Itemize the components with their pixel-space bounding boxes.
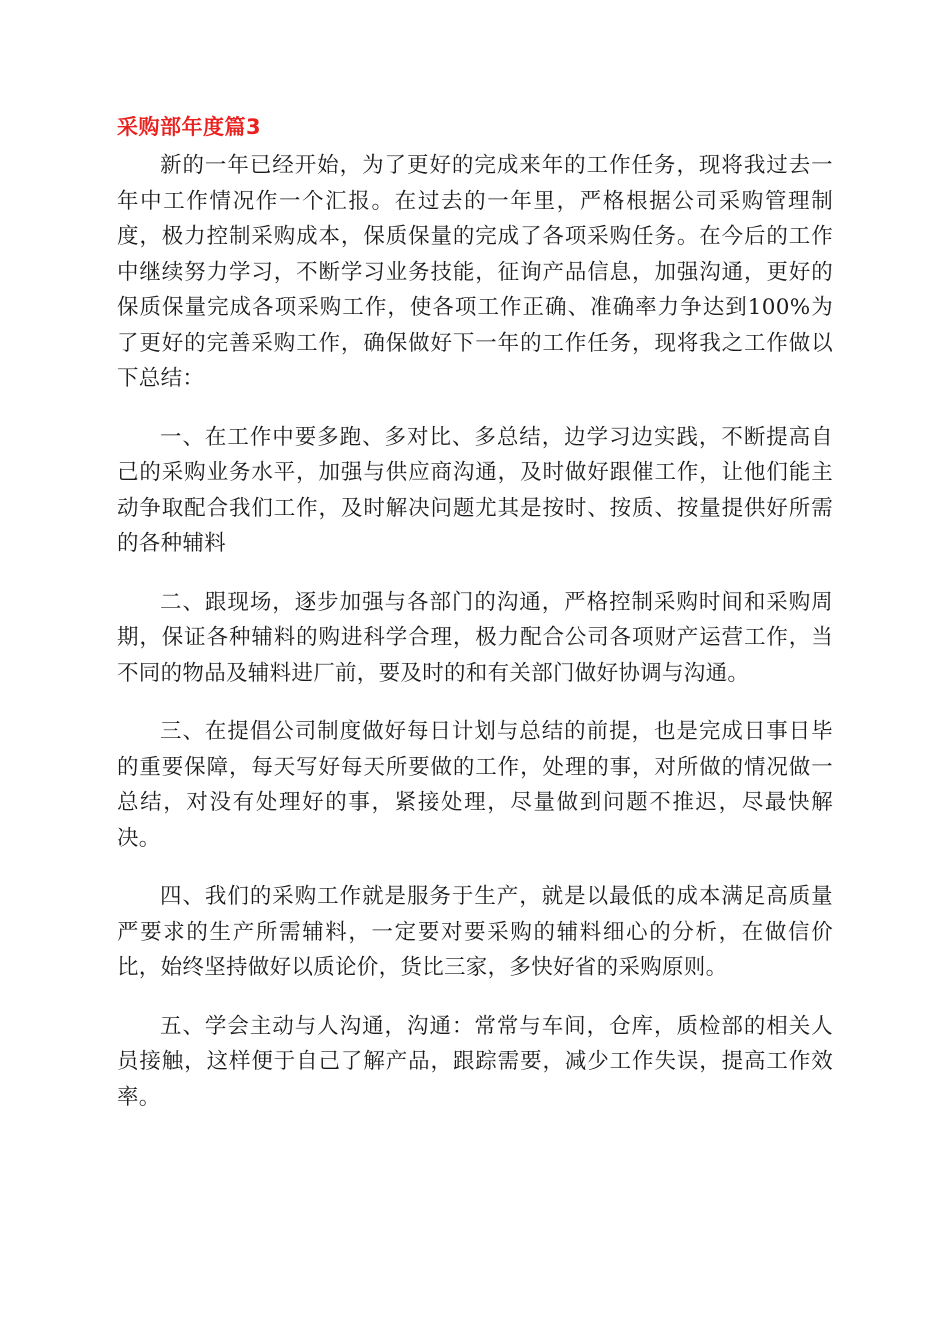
- document-page: [117, 112, 833, 1138]
- point-three-paragraph: 三、在提倡公司制度做好每日计划与总结的前提，也是完成日事日毕的重要保障，每天写好每天所要做的工作，处理的事，对所做的情况做一总结，对没有处理好的事，紧接处理，尽量做到问题不推迟，尽最快解决。: [117, 719, 833, 851]
- intro-paragraph: 新的一年已经开始，为了更好的完成来年的工作任务，现将我过去一年中工作情况作一个汇报。在过去的一年里，严格根据公司采购管理制度，极力控制采购成本，保质保量的完成了各项采购任务。在今后的工作中继续努力学习，不断学习业务技能，征询产品信息，加强沟通，更好的保质保量完成各项采购工作，使各项工作正确、准确率力争达到100%为了更好的完善采购工作，确保做好下一年的工作任务，现将我之工作做以下总结：: [117, 153, 833, 391]
- point-one-paragraph: 一、在工作中要多跑、多对比、多总结，边学习边实践，不断提高自己的采购业务水平，加强与供应商沟通，及时做好跟催工作，让他们能主动争取配合我们工作，及时解决问题尤其是按时、按质、按量提供好所需的各种辅料: [117, 424, 833, 556]
- document-title: 采购部年度篇3: [117, 115, 262, 139]
- point-four-paragraph: 四、我们的采购工作就是服务于生产，就是以最低的成本满足高质量严要求的生产所需辅料，一定要对要采购的辅料细心的分析，在做信价比，始终坚持做好以质论价，货比三家，多快好省的采购原则。: [117, 884, 833, 980]
- point-five-paragraph: 五、学会主动与人沟通，沟通：常常与车间，仓库，质检部的相关人员接触，这样便于自己了解产品，跟踪需要，减少工作失误，提高工作效率。: [117, 1013, 833, 1110]
- point-two-paragraph: 二、跟现场，逐步加强与各部门的沟通，严格控制采购时间和采购周期，保证各种辅料的购进科学合理，极力配合公司各项财产运营工作，当不同的物品及辅料进厂前，要及时的和有关部门做好协调与沟通。: [117, 589, 833, 686]
